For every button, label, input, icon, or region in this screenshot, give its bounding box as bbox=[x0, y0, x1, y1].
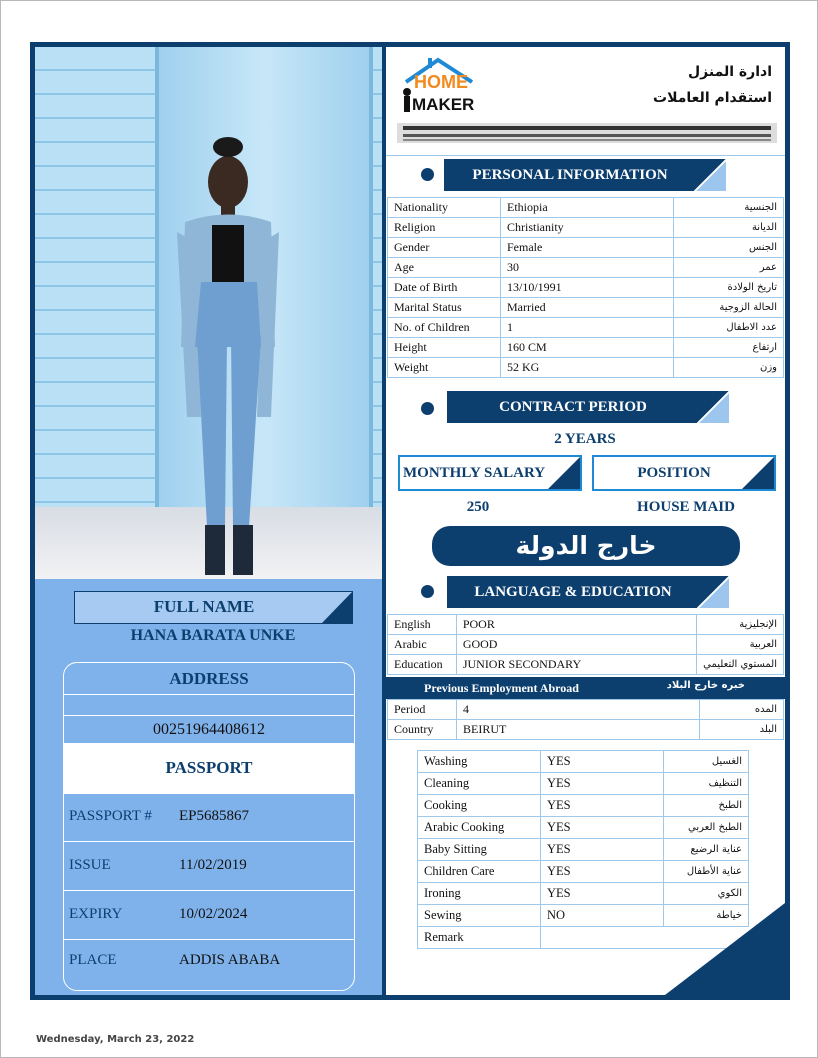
row-label: Date of Birth bbox=[388, 278, 501, 298]
bullet-icon bbox=[421, 585, 434, 598]
skill-value: YES bbox=[541, 751, 664, 773]
skill-label-ar: الغسيل bbox=[664, 751, 749, 773]
position-label: POSITION bbox=[637, 465, 711, 481]
row-label: Country bbox=[388, 720, 457, 740]
skill-label-ar: التنظيف bbox=[664, 773, 749, 795]
passport-row bbox=[64, 890, 354, 938]
passport-issue-value: 11/02/2019 bbox=[179, 857, 247, 873]
row-label: No. of Children bbox=[388, 318, 501, 338]
skill-label: Cooking bbox=[418, 795, 541, 817]
row-value: 52 KG bbox=[501, 358, 674, 378]
skill-label: Arabic Cooking bbox=[418, 817, 541, 839]
table-row bbox=[388, 700, 784, 720]
passport-expiry-value: 10/02/2024 bbox=[179, 906, 248, 922]
skill-label-ar: عناية الرضيع bbox=[664, 839, 749, 861]
address-phone: 00251964408612 bbox=[64, 717, 354, 744]
previous-employment-title: Previous Employment Abroad bbox=[424, 681, 579, 695]
skill-label-ar: عناية الأطفال bbox=[664, 861, 749, 883]
bullet-icon bbox=[421, 402, 434, 415]
monthly-salary-label: MONTHLY SALARY bbox=[403, 465, 546, 481]
row-value: 13/10/1991 bbox=[501, 278, 674, 298]
home-maker-logo bbox=[398, 56, 476, 118]
contract-period-value: 2 YEARS bbox=[554, 431, 616, 447]
previous-employment-table bbox=[387, 699, 784, 740]
row-label: Weight bbox=[388, 358, 501, 378]
passport-place-value: ADDIS ABABA bbox=[179, 952, 281, 968]
address-passport-card bbox=[63, 662, 355, 991]
table-row bbox=[418, 795, 749, 817]
row-label: Education bbox=[388, 655, 457, 675]
personal-info-header bbox=[444, 159, 726, 191]
arabic-header-line1: ادارة المنزل bbox=[688, 64, 772, 80]
row-label-ar: وزن bbox=[674, 358, 784, 378]
language-education-header bbox=[447, 576, 729, 608]
contract-period-header bbox=[447, 391, 729, 423]
passport-label: PASSPORT bbox=[64, 743, 354, 793]
row-label-ar: الجنس bbox=[674, 238, 784, 258]
row-label: Period bbox=[388, 700, 457, 720]
row-label-ar: الجنسية bbox=[674, 198, 784, 218]
row-label-ar: عمر bbox=[674, 258, 784, 278]
row-label-ar: المستوي التعليمي bbox=[697, 655, 784, 675]
row-label-ar: الإنجليزية bbox=[697, 615, 784, 635]
position-box bbox=[592, 455, 776, 491]
row-label-ar: الديانة bbox=[674, 218, 784, 238]
passport-place-label: PLACE bbox=[69, 952, 117, 968]
language-table bbox=[387, 614, 784, 675]
address-blank-row bbox=[64, 695, 354, 716]
skill-value: YES bbox=[541, 883, 664, 905]
skill-value: YES bbox=[541, 817, 664, 839]
skill-label-ar: الطبخ bbox=[664, 795, 749, 817]
row-value: 1 bbox=[501, 318, 674, 338]
table-row bbox=[388, 338, 784, 358]
logo-text-bottom: MAKER bbox=[412, 95, 475, 114]
previous-employment-header bbox=[386, 677, 785, 699]
row-label-ar: العربية bbox=[697, 635, 784, 655]
skill-label: Sewing bbox=[418, 905, 541, 927]
skill-label: Baby Sitting bbox=[418, 839, 541, 861]
row-label-ar: البلد bbox=[700, 720, 784, 740]
row-label-ar: تاريخ الولادة bbox=[674, 278, 784, 298]
skill-value: YES bbox=[541, 839, 664, 861]
skill-label-ar: الكوي bbox=[664, 883, 749, 905]
table-row bbox=[388, 358, 784, 378]
full-name-label: FULL NAME bbox=[153, 597, 255, 616]
row-value: 160 CM bbox=[501, 338, 674, 358]
table-row bbox=[418, 773, 749, 795]
row-label: English bbox=[388, 615, 457, 635]
table-row bbox=[418, 839, 749, 861]
row-label: Arabic bbox=[388, 635, 457, 655]
row-value: 30 bbox=[501, 258, 674, 278]
table-row bbox=[388, 218, 784, 238]
passport-row bbox=[64, 841, 354, 889]
row-label: Religion bbox=[388, 218, 501, 238]
table-row bbox=[388, 615, 784, 635]
arabic-header-line2: استقدام العاملات bbox=[653, 90, 772, 106]
row-label: Height bbox=[388, 338, 501, 358]
row-value: POOR bbox=[456, 615, 696, 635]
barcode-strip bbox=[397, 123, 777, 143]
skill-label-ar: الطبخ العربي bbox=[664, 817, 749, 839]
skill-label-ar: خياطة bbox=[664, 905, 749, 927]
row-label: Nationality bbox=[388, 198, 501, 218]
skill-label: Washing bbox=[418, 751, 541, 773]
row-label: Age bbox=[388, 258, 501, 278]
monthly-salary-box bbox=[398, 455, 582, 491]
skill-value: YES bbox=[541, 795, 664, 817]
passport-row bbox=[64, 793, 354, 841]
row-label: Marital Status bbox=[388, 298, 501, 318]
candidate-photo bbox=[35, 47, 382, 579]
row-value: Married bbox=[501, 298, 674, 318]
table-row bbox=[388, 655, 784, 675]
remark-label: Remark bbox=[418, 927, 541, 949]
skill-label: Cleaning bbox=[418, 773, 541, 795]
row-label-ar: الحالة الزوجية bbox=[674, 298, 784, 318]
passport-row bbox=[64, 939, 354, 987]
skill-value: NO bbox=[541, 905, 664, 927]
row-value: JUNIOR SECONDARY bbox=[456, 655, 696, 675]
row-value: BEIRUT bbox=[457, 720, 700, 740]
skill-value: YES bbox=[541, 773, 664, 795]
table-row bbox=[388, 298, 784, 318]
row-value: Female bbox=[501, 238, 674, 258]
contract-period-title: CONTRACT PERIOD bbox=[499, 399, 647, 415]
passport-number-label: PASSPORT # bbox=[69, 808, 152, 824]
table-row bbox=[388, 198, 784, 218]
passport-number-value: EP5685867 bbox=[179, 808, 250, 824]
table-row bbox=[388, 635, 784, 655]
table-row bbox=[418, 751, 749, 773]
table-row bbox=[388, 318, 784, 338]
row-label-ar: عدد الاطفال bbox=[674, 318, 784, 338]
address-label: ADDRESS bbox=[169, 669, 249, 688]
passport-issue-label: ISSUE bbox=[69, 857, 111, 873]
language-education-title: LANGUAGE & EDUCATION bbox=[474, 584, 672, 600]
row-value: Christianity bbox=[501, 218, 674, 238]
footer-date: Wednesday, March 23, 2022 bbox=[36, 1034, 195, 1045]
corner-decoration bbox=[665, 903, 785, 995]
logo-text-top: HOME bbox=[414, 72, 468, 92]
row-label: Gender bbox=[388, 238, 501, 258]
row-value: Ethiopia bbox=[501, 198, 674, 218]
table-row bbox=[388, 258, 784, 278]
table-row bbox=[418, 883, 749, 905]
position-value: HOUSE MAID bbox=[637, 499, 735, 515]
skill-value: YES bbox=[541, 861, 664, 883]
row-value: 4 bbox=[457, 700, 700, 720]
previous-employment-title-ar: خبره خارج البلاد bbox=[666, 680, 745, 691]
destination-banner: خارج الدولة bbox=[432, 526, 740, 566]
personal-info-title: PERSONAL INFORMATION bbox=[472, 167, 668, 183]
monthly-salary-value: 250 bbox=[466, 499, 490, 515]
passport-expiry-label: EXPIRY bbox=[69, 906, 123, 922]
full-name-value: HANA BARATA UNKE bbox=[130, 627, 296, 644]
row-value: GOOD bbox=[456, 635, 696, 655]
row-label-ar: ارتفاع bbox=[674, 338, 784, 358]
table-row bbox=[388, 278, 784, 298]
row-label-ar: المده bbox=[700, 700, 784, 720]
bullet-icon bbox=[421, 168, 434, 181]
table-row bbox=[388, 720, 784, 740]
table-row bbox=[418, 817, 749, 839]
skill-label: Ironing bbox=[418, 883, 541, 905]
skill-label: Children Care bbox=[418, 861, 541, 883]
person-figure bbox=[35, 47, 382, 579]
personal-info-table bbox=[387, 197, 784, 378]
table-row bbox=[418, 861, 749, 883]
address-header bbox=[64, 663, 354, 695]
table-row bbox=[388, 238, 784, 258]
